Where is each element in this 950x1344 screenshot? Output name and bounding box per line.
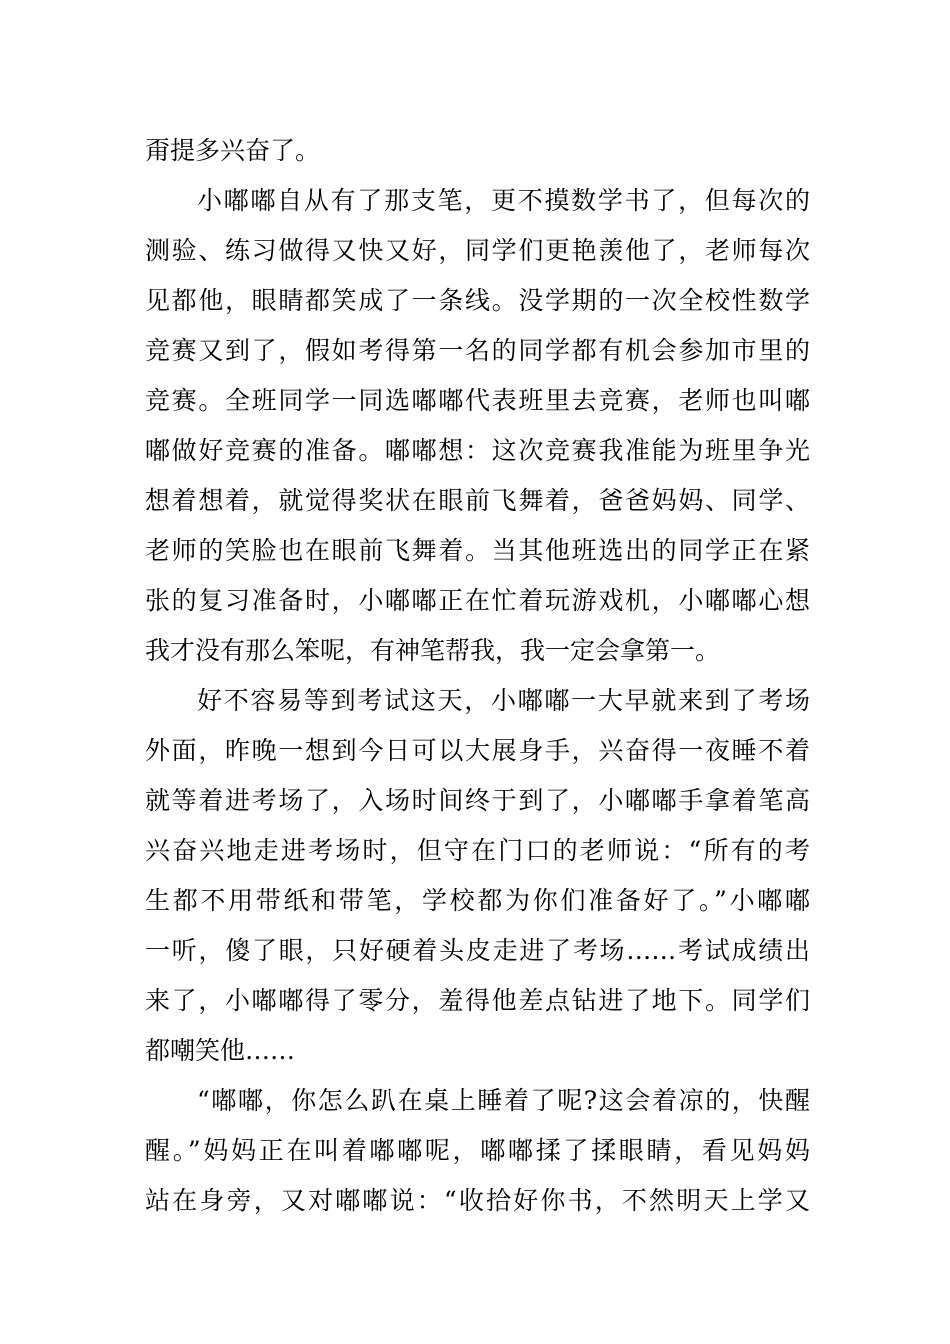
text-line: 生都不用带纸和带笔，学校都为你们准备好了。”小嘟嘟 <box>145 886 810 915</box>
text-line: 都嘲笑他…… <box>145 1036 296 1065</box>
text-line: 好不容易等到考试这天，小嘟嘟一大早就来到了考场 <box>197 686 810 715</box>
text-line: 小嘟嘟自从有了那支笔，更不摸数学书了，但每次的 <box>197 186 810 215</box>
text-line: 甭提多兴奋了。 <box>145 136 321 165</box>
text-line: 醒。”妈妈正在叫着嘟嘟呢，嘟嘟揉了揉眼睛，看见妈妈 <box>145 1136 810 1165</box>
text-line: 竞赛。全班同学一同选嘟嘟代表班里去竞赛，老师也叫嘟 <box>145 386 810 415</box>
text-line: 来了，小嘟嘟得了零分，羞得他差点钻进了地下。同学们 <box>145 986 810 1015</box>
text-line: 想着想着，就觉得奖状在眼前飞舞着，爸爸妈妈、同学、 <box>145 486 810 515</box>
text-line: 竞赛又到了，假如考得第一名的同学都有机会参加市里的 <box>145 336 810 365</box>
text-line: 我才没有那么笨呢，有神笔帮我，我一定会拿第一。 <box>145 636 721 665</box>
text-line: 就等着进考场了，入场时间终于到了，小嘟嘟手拿着笔高 <box>145 786 810 815</box>
text-line: 张的复习准备时，小嘟嘟正在忙着玩游戏机，小嘟嘟心想 <box>145 586 810 615</box>
body-text <box>145 126 810 1226</box>
text-line: 测验、练习做得又快又好，同学们更艳羡他了，老师每次 <box>145 236 810 265</box>
text-line: “嘟嘟，你怎么趴在桌上睡着了呢?这会着凉的，快醒 <box>197 1086 810 1115</box>
text-line: 外面，昨晚一想到今日可以大展身手，兴奋得一夜睡不着 <box>145 736 810 765</box>
text-line: 嘟做好竞赛的准备。嘟嘟想：这次竞赛我准能为班里争光 <box>145 436 810 465</box>
text-line: 兴奋兴地走进考场时，但守在门口的老师说：“所有的考 <box>145 836 810 865</box>
text-line: 一听，傻了眼，只好硬着头皮走进了考场……考试成绩出 <box>145 936 810 965</box>
text-line: 老师的笑脸也在眼前飞舞着。当其他班选出的同学正在紧 <box>145 536 810 565</box>
text-line: 站在身旁，又对嘟嘟说：“收拾好你书，不然明天上学又 <box>145 1186 810 1215</box>
text-line: 见都他，眼睛都笑成了一条线。没学期的一次全校性数学 <box>145 286 810 315</box>
